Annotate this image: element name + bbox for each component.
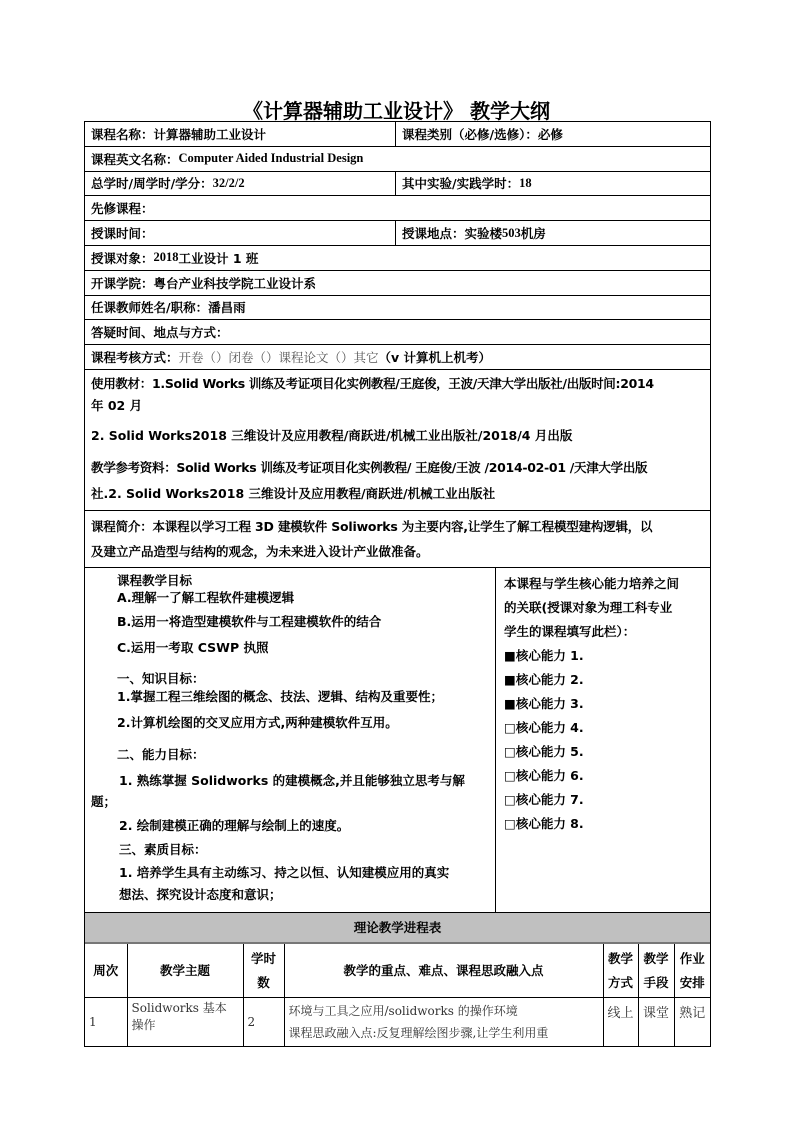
checkbox-empty-icon[interactable]: □ — [504, 815, 516, 831]
core-item: □核心能力 5. — [504, 743, 584, 759]
row-prerequisite — [85, 196, 710, 221]
checkbox-empty-icon[interactable]: □ — [504, 743, 516, 759]
row-college — [85, 271, 710, 296]
qa-info: 答疑时间、地点与方式： — [91, 325, 229, 341]
knowledge-2: 2.计算机绘图的交叉应用方式,两种建模软件互用。 — [117, 714, 398, 730]
course-intro — [85, 511, 710, 567]
audience — [85, 246, 710, 270]
audience-label: 授课对象： — [91, 250, 154, 266]
intro-line-2: 及建立产品造型与结构的观念，为未来进入设计产业做准备。 — [91, 543, 429, 559]
core-item: ■核心能力 2. — [504, 671, 584, 687]
ability-1-wrap: 题； — [91, 793, 117, 809]
core-item: □核心能力 7. — [504, 791, 584, 807]
core-intro-1: 本课程与学生核心能力培养之间 — [504, 575, 680, 591]
college: 开课学院：粤台产业科技学院工业设计系 — [91, 275, 317, 291]
quality-1-wrap: 想法、探究设计态度和意识； — [119, 886, 282, 902]
row-goals — [85, 568, 710, 913]
assessment-label: 课程考核方式： — [91, 350, 179, 366]
textbook-line-1: 使用教材：1.Solid Works 训练及考证项目化实例教程/王庭俊，王波/天津大学出版社/出版时间:2014 — [91, 375, 654, 391]
core-intro-3: 学生的课程填写此栏）： — [504, 623, 636, 639]
row-time-location — [85, 221, 710, 246]
row-content — [284, 998, 603, 1047]
page-title: 《计算器辅助工业设计》 教学大纲 — [243, 99, 550, 123]
knowledge-heading: 一、知识目标： — [117, 670, 205, 686]
table-row — [85, 998, 710, 1047]
header-means: 教学 手段 — [638, 944, 674, 998]
goal-c: C.运用一考取 CSWP 执照 — [117, 639, 269, 655]
header-homework: 作业 安排 — [674, 944, 710, 998]
materials — [85, 370, 710, 510]
quality-heading: 三、素质目标： — [119, 841, 207, 857]
row-audience — [85, 246, 710, 271]
content-line-2: 课程思政融入点:反复理解绘图步骤,让学生利用重 — [288, 1026, 549, 1041]
row-teacher — [85, 296, 710, 321]
lab-hours-label: 其中实验/实践学时： — [402, 176, 520, 192]
prerequisite: 先修课程： — [91, 201, 154, 217]
core-item: □核心能力 6. — [504, 767, 584, 783]
checkbox-checked-icon[interactable]: ■ — [504, 671, 516, 687]
schedule-header-row — [85, 944, 710, 998]
textbook-line-3: 2. Solid Works2018 三维设计及应用教程/商跃进/机械工业出版社/2018/4 月出版 — [91, 427, 573, 443]
english-name — [85, 147, 710, 171]
header-topic: 教学主题 — [127, 944, 243, 998]
total-hours-value: 32/2/2 — [212, 175, 245, 190]
header-content: 教学的重点、难点、课程思政融入点 — [284, 944, 603, 998]
core-item: □核心能力 8. — [504, 815, 584, 831]
location-label: 授课地点：实验楼 — [402, 226, 503, 242]
reference-line-1: 教学参考资料：Solid Works 训练及考证项目化实例教程/ 王庭俊/王波 /2014-02-01 /天津大学出版 — [91, 459, 648, 475]
audience-year: 2018 — [153, 250, 179, 265]
core-item: ■核心能力 3. — [504, 695, 584, 711]
row-hours — [85, 172, 710, 197]
intro-line-1: 课程简介：本课程以学习工程 3D 建模软件 Soliworks 为主要内容,让学生了解工程模型建构逻辑，以 — [91, 518, 653, 534]
teaching-location — [396, 221, 552, 245]
textbook-line-2: 年 02 月 — [91, 397, 143, 413]
ability-1: 1. 熟练掌握 Solidworks 的建模概念,并且能够独立思考与解 — [119, 772, 465, 788]
goal-b: B.运用一将造型建模软件与工程建模软件的结合 — [117, 613, 382, 629]
row-method: 线上 — [603, 998, 638, 1047]
row-course-name — [85, 122, 710, 147]
schedule-title: 理论教学进程表 — [85, 913, 710, 944]
checkbox-checked-icon[interactable]: ■ — [504, 695, 516, 711]
schedule-table — [85, 944, 710, 1048]
assessment-options: 开卷（）闭卷（）课程论文（）其它 — [178, 350, 379, 366]
english-name-label: 课程英文名称： — [91, 151, 179, 167]
core-competencies — [496, 568, 710, 912]
row-means: 课堂 — [638, 998, 674, 1047]
checkbox-checked-icon[interactable]: ■ — [504, 647, 516, 663]
content-line-1: 环境与工具之应用/solidworks 的操作环境 — [288, 1004, 518, 1019]
goal-a: A.理解一了解工程软件建模逻辑 — [117, 589, 295, 605]
row-materials — [85, 370, 710, 511]
checkbox-empty-icon[interactable]: □ — [504, 791, 516, 807]
row-qa — [85, 320, 710, 345]
row-intro — [85, 511, 710, 568]
row-hours: 2 — [243, 998, 284, 1047]
total-hours-label: 总学时/周学时/学分： — [91, 176, 213, 192]
total-hours — [85, 172, 396, 196]
lab-hours-value: 18 — [519, 175, 532, 190]
header-week: 周次 — [85, 944, 127, 998]
core-intro-2: 的关联(授课对象为理工科专业 — [504, 599, 673, 615]
teaching-time: 授课时间： — [85, 221, 396, 245]
course-type: 课程类别（必修/选修）：必修 — [402, 126, 563, 142]
syllabus-table — [84, 121, 711, 1047]
core-item: □核心能力 4. — [504, 719, 584, 735]
knowledge-1: 1.掌握工程三维绘图的概念、技法、逻辑、结构及重要性； — [117, 688, 443, 704]
header-method: 教学 方式 — [603, 944, 638, 998]
row-homework: 熟记 — [674, 998, 710, 1047]
row-topic: Solidworks 基本操作 — [127, 998, 243, 1047]
assessment — [85, 345, 710, 369]
ability-2: 2. 绘制建模正确的理解与绘制上的速度。 — [119, 817, 350, 833]
location-suffix: 机房 — [520, 226, 546, 242]
quality-1: 1. 培养学生具有主动练习、持之以恒、认知建模应用的真实 — [119, 864, 450, 880]
reference-line-2: 社.2. Solid Works2018 三维设计及应用教程/商跃进/机械工业出版社 — [91, 485, 496, 501]
english-name-value: Computer Aided Industrial Design — [178, 151, 364, 166]
assessment-selected: （v 计算机上机考） — [378, 350, 492, 366]
audience-suffix: 工业设计 1 班 — [178, 250, 259, 266]
row-week: 1 — [85, 998, 127, 1047]
row-english-name — [85, 147, 710, 172]
teaching-goals — [85, 568, 496, 912]
header-hours: 学时 数 — [243, 944, 284, 998]
teacher: 任课教师姓名/职称：潘昌雨 — [91, 300, 246, 316]
course-name: 课程名称：计算器辅助工业设计 — [85, 122, 396, 146]
location-number: 503 — [502, 225, 521, 240]
checkbox-empty-icon[interactable]: □ — [504, 767, 516, 783]
lab-hours — [396, 172, 538, 196]
checkbox-empty-icon[interactable]: □ — [504, 719, 516, 735]
core-item: ■核心能力 1. — [504, 647, 584, 663]
goals-heading: 课程教学目标 — [117, 572, 193, 588]
ability-heading: 二、能力目标： — [117, 746, 205, 762]
row-assessment — [85, 345, 710, 370]
